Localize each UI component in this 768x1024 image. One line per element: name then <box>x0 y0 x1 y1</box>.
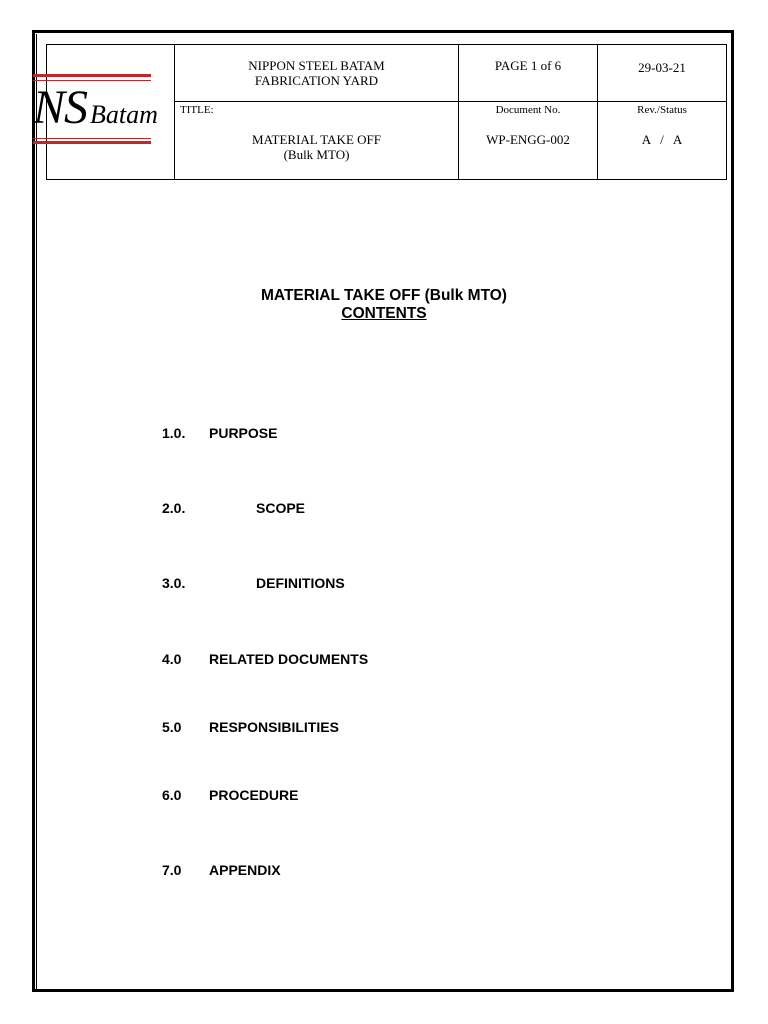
company-name <box>175 58 458 88</box>
rev-status-label: Rev./Status <box>637 104 687 116</box>
toc-label: APPENDIX <box>209 862 281 878</box>
document-no: WP-ENGG-002 <box>486 132 570 147</box>
toc-number: 5.0 <box>162 719 182 735</box>
toc-number: 7.0 <box>162 862 182 878</box>
title-label: TITLE: <box>180 104 214 116</box>
toc-number: 3.0. <box>162 575 186 591</box>
rev-status: A / A <box>641 132 683 147</box>
toc-number: 6.0 <box>162 787 182 803</box>
document-heading: MATERIAL TAKE OFF (Bulk MTO) <box>261 287 507 304</box>
logo-ns: NS <box>33 81 88 134</box>
logo-batam: Batam <box>90 100 158 129</box>
toc-label: RESPONSIBILITIES <box>209 719 339 735</box>
header-title-line-1: MATERIAL TAKE OFF <box>252 132 381 147</box>
company-line-2: FABRICATION YARD <box>254 73 379 88</box>
header-row-divider <box>174 101 727 102</box>
toc-label: RELATED DOCUMENTS <box>209 651 369 667</box>
contents-heading <box>0 304 768 324</box>
ns-batam-logo <box>33 74 158 146</box>
logo-stripe-bottom <box>33 138 151 139</box>
toc-label: PROCEDURE <box>209 787 299 803</box>
toc-label: PURPOSE <box>209 425 278 441</box>
toc-label: DEFINITIONS <box>256 575 345 591</box>
toc-number: 2.0. <box>162 500 186 516</box>
header-title <box>175 132 458 162</box>
page-number: PAGE 1 of 6 <box>494 58 562 73</box>
company-line-1: NIPPON STEEL BATAM <box>248 58 385 73</box>
toc-number: 4.0 <box>162 651 182 667</box>
header-title-line-2: (Bulk MTO) <box>283 147 350 162</box>
logo-text <box>33 78 158 138</box>
logo-stripe-bottom-2 <box>33 141 151 144</box>
contents-heading-text: CONTENTS <box>341 305 427 322</box>
toc-label: SCOPE <box>256 500 306 516</box>
document-no-label: Document No. <box>495 104 561 116</box>
logo-stripe-top <box>33 74 151 77</box>
document-date: 29-03-21 <box>638 60 686 75</box>
toc-number: 1.0. <box>162 425 186 441</box>
